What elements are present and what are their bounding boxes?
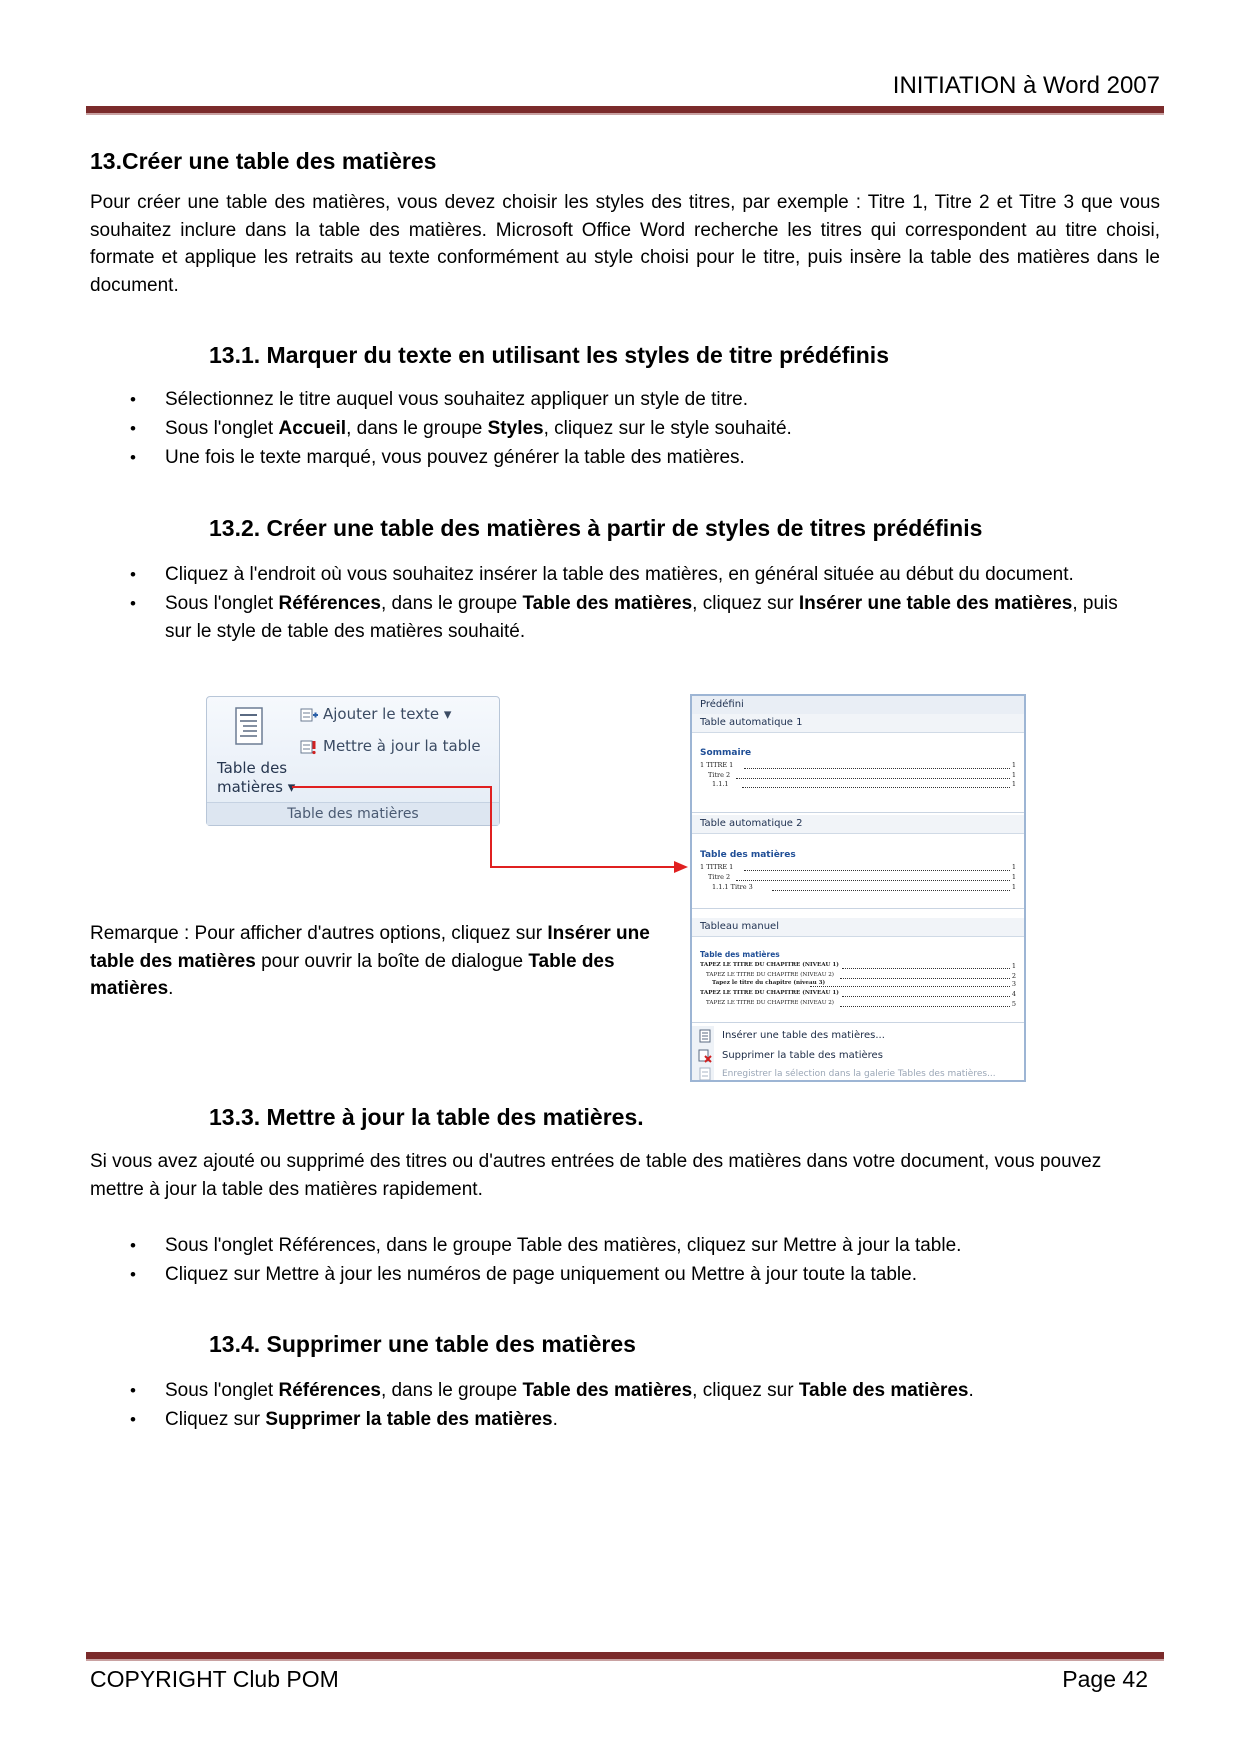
toc-page: 1 (1011, 771, 1016, 779)
toc-leader (840, 1006, 1010, 1007)
toc-page: 5 (1011, 1000, 1016, 1008)
toc-page: 2 (1011, 972, 1016, 980)
section-13-4-list (130, 1377, 1130, 1435)
footer-copyright: COPYRIGHT Club POM (90, 1666, 339, 1692)
gallery-auto2-title: Table des matières (700, 850, 796, 860)
list-item: • Sous l'onglet Références, dans le groupe Table des matières, cliquez sur Mettre à jour la table. (130, 1232, 1130, 1260)
gallery-auto1-label[interactable]: Table automatique 1 (692, 714, 1024, 733)
list-item: • Cliquez à l'endroit où vous souhaitez insérer la table des matières, en général située au début du document. (130, 561, 1130, 589)
toc-leader (810, 986, 1010, 987)
gallery-header: Prédéfini (692, 696, 1024, 715)
toc-line: Titre 2 (708, 873, 731, 881)
table-of-contents-icon (235, 707, 265, 747)
section-13-1-list (130, 386, 1130, 473)
toc-leader (742, 787, 1010, 788)
toc-line: 1 TITRE 1 (700, 761, 734, 769)
toc-page: 4 (1011, 990, 1016, 998)
section-13-2-title: 13.2. Créer une table des matières à partir de styles de titres prédéfinis (209, 515, 983, 541)
list-item: • Sélectionnez le titre auquel vous souhaitez appliquer un style de titre. (130, 386, 1130, 414)
section-13-intro: Pour créer une table des matières, vous devez choisir les styles des titres, par exemple : Titre 1, Titre 2 et Titre 3 que vous souhaitez inclure dans la table des matières. Microsoft Office Word recherche les titres qui correspondent au titre choisi, formate et applique les retraits au texte conformément au style choisi pour le titre, puis insère la table des matières dans le document. (90, 192, 1160, 296)
toc-line: TAPEZ LE TITRE DU CHAPITRE (NIVEAU 1) (700, 990, 839, 996)
toc-line: TAPEZ LE TITRE DU CHAPITRE (NIVEAU 2) (706, 1000, 834, 1006)
menu-save-selection: Enregistrer la sélection dans la galerie Tables des matières... (692, 1064, 1024, 1082)
toc-line: 1.1.1 Titre 3 (712, 883, 753, 891)
save-selection-icon (698, 1067, 712, 1081)
toc-leader (842, 968, 1010, 969)
toc-line: TAPEZ LE TITRE DU CHAPITRE (NIVEAU 1) (700, 962, 839, 968)
toc-page: 1 (1011, 962, 1016, 970)
gallery-separator (692, 812, 1024, 813)
toc-leader (736, 778, 1010, 779)
menu-delete-toc[interactable]: Supprimer la table des matières (692, 1046, 1024, 1066)
toc-leader (736, 880, 1010, 881)
toc-line: TAPEZ LE TITRE DU CHAPITRE (NIVEAU 2) (706, 972, 834, 978)
section-13-3-intro: Si vous avez ajouté ou supprimé des titres ou d'autres entrées de table des matières dans votre document, vous pouvez mettre à jour la table des matières rapidement. (90, 1151, 1102, 1200)
toc-page: 1 (1011, 761, 1016, 769)
toc-page: 1 (1011, 863, 1016, 871)
ribbon-group-label: Table des matières (207, 802, 499, 825)
table-des-matieres-button[interactable]: Table des matières ▾ (217, 759, 296, 796)
section-13-1-title: 13.1. Marquer du texte en utilisant les styles de titre prédéfinis (209, 342, 889, 368)
toc-page: 3 (1011, 980, 1016, 988)
footer-page-number: Page 42 (1062, 1666, 1148, 1692)
gallery-separator (692, 908, 1024, 909)
gallery-auto2-label[interactable]: Table automatique 2 (692, 815, 1024, 834)
section-13-3-title: 13.3. Mettre à jour la table des matières. (209, 1104, 644, 1130)
delete-toc-icon (698, 1049, 712, 1063)
section-13-2-list (130, 561, 1130, 647)
toc-page: 1 (1011, 873, 1016, 881)
toc-page: 1 (1011, 883, 1016, 891)
list-item: • Cliquez sur Mettre à jour les numéros de page uniquement ou Mettre à jour toute la table. (130, 1261, 1130, 1289)
red-arrow-connector (290, 780, 700, 880)
section-13-3-list (130, 1232, 1130, 1290)
list-item: • Sous l'onglet Accueil, dans le groupe Styles, cliquez sur le style souhaité. (130, 415, 1130, 443)
toc-leader (744, 768, 1010, 769)
toc-page: 1 (1011, 780, 1016, 788)
add-text-button[interactable]: Ajouter le texte ▾ (299, 705, 451, 723)
toc-line: Titre 2 (708, 771, 731, 779)
add-text-icon (299, 707, 319, 723)
section-13-4-title: 13.4. Supprimer une table des matières (209, 1331, 636, 1357)
header-rule (86, 106, 1164, 115)
toc-leader (840, 978, 1010, 979)
section-13-title: 13.Créer une table des matières (90, 148, 437, 174)
header-title: INITIATION à Word 2007 (892, 72, 1160, 99)
toc-gallery-screenshot (690, 694, 1026, 1082)
gallery-manual-label[interactable]: Tableau manuel (692, 918, 1024, 937)
list-item: • Sous l'onglet Références, dans le groupe Table des matières, cliquez sur Insérer une table des matières, puis sur le style de table des matières souhaité. (130, 590, 1130, 645)
gallery-auto1-title: Sommaire (700, 748, 752, 758)
toc-line: 1.1.1 (712, 780, 729, 788)
update-table-icon (299, 739, 319, 755)
insert-toc-icon (698, 1029, 712, 1043)
toc-leader (772, 890, 1010, 891)
list-item: • Une fois le texte marqué, vous pouvez générer la table des matières. (130, 444, 1130, 472)
toc-line: 1 TITRE 1 (700, 863, 734, 871)
list-item: • Sous l'onglet Références, dans le groupe Table des matières, cliquez sur Table des matières. (130, 1377, 1130, 1405)
update-table-button[interactable]: Mettre à jour la table (299, 737, 481, 755)
toc-line: Tapez le titre du chapitre (niveau 3) (712, 980, 826, 986)
toc-leader (842, 996, 1010, 997)
list-item: • Cliquez sur Supprimer la table des matières. (130, 1406, 1130, 1434)
remark-note: Remarque : Pour afficher d'autres options, cliquez sur Insérer une table des matières pour ouvrir la boîte de dialogue Table des matières. (90, 923, 650, 999)
toc-leader (744, 870, 1010, 871)
gallery-manual-title: Table des matières (700, 950, 780, 959)
footer-rule (86, 1652, 1164, 1661)
gallery-separator (692, 1022, 1024, 1023)
menu-insert-toc[interactable]: Insérer une table des matières... (692, 1026, 1024, 1046)
